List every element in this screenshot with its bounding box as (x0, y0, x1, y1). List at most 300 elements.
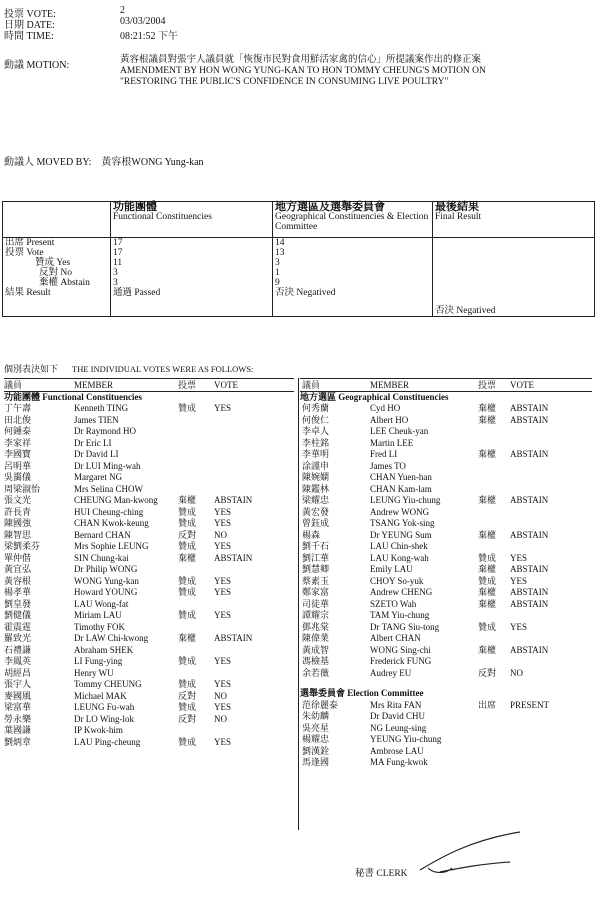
vote-zh: 棄權 (178, 495, 197, 505)
vote-zh: 贊成 (178, 679, 197, 689)
vote-zh: 贊成 (178, 610, 197, 620)
member-name-zh: 劉千石 (302, 541, 330, 551)
vote-en: YES (214, 610, 232, 620)
final-header-en: Final Result (435, 212, 482, 222)
member-row (4, 622, 294, 634)
header-member-en: MEMBER (370, 380, 410, 390)
member-row (300, 564, 592, 576)
member-name-en: TSANG Yok-sing (370, 518, 435, 528)
member-name-en: Mrs Sophie LEUNG (74, 541, 149, 551)
header-member-zh: 議員 (302, 380, 321, 390)
fc-no: 3 (113, 268, 118, 278)
member-name-en: Albert HO (370, 414, 409, 425)
vote-zh: 贊成 (478, 552, 497, 563)
member-name-en: WONG Sing-chi (370, 644, 431, 655)
member-row (4, 645, 294, 657)
member-name-zh: 何秀蘭 (302, 403, 330, 413)
member-row (4, 725, 294, 737)
member-row (4, 610, 294, 622)
member-name-en: Mrs Rita FAN (370, 699, 422, 710)
vote-en: ABSTAIN (510, 449, 549, 459)
member-name-en: Andrew CHENG (370, 587, 433, 597)
header-vote-en: VOTE (214, 380, 238, 390)
vote-en: YES (510, 575, 528, 586)
functional-rows (4, 403, 294, 748)
member-name-en: Dr LAW Chi-kwong (74, 633, 149, 643)
motion-label: 動議 MOTION: (4, 60, 70, 71)
member-name-en: Timothy FOK (74, 621, 125, 632)
member-name-en: Dr TANG Siu-tong (370, 621, 440, 632)
member-name-zh: 丁午壽 (4, 403, 32, 413)
member-row (4, 461, 294, 473)
member-name-zh: 羅致光 (4, 633, 32, 643)
member-name-en: CHAN Kwok-keung (74, 518, 149, 528)
member-row (4, 438, 294, 450)
header-vote-en: VOTE (510, 380, 534, 390)
member-name-zh: 劉漢銓 (302, 745, 330, 756)
member-row (300, 415, 592, 427)
member-name-en: SZETO Wah (370, 598, 417, 609)
member-name-zh: 馬逢國 (302, 757, 330, 767)
member-name-zh: 單仲偕 (4, 552, 32, 563)
member-name-en: CHOY So-yuk (370, 575, 424, 586)
left-top-rule (4, 378, 294, 379)
member-name-zh: 劉慧卿 (302, 564, 330, 574)
member-name-en: Ambrose LAU (370, 745, 424, 756)
member-row (4, 449, 294, 461)
member-name-en: Dr YEUNG Sum (370, 529, 432, 540)
row-result-label: 結果 Result (5, 288, 51, 298)
vote-zh: 反對 (178, 529, 197, 540)
functional-votes-list (4, 380, 294, 748)
vote-en: NO (214, 713, 227, 724)
vote-en: YES (510, 621, 528, 632)
gc-vote: 13 (275, 248, 285, 258)
member-name-en: CHAN Yuen-han (370, 472, 432, 482)
member-name-en: Tommy CHEUNG (74, 679, 142, 689)
member-name-en: NG Leung-sing (370, 722, 427, 733)
member-name-zh: 吳亮星 (302, 722, 330, 733)
member-name-en: Dr David CHU (370, 711, 425, 721)
member-name-zh: 朱幼麟 (302, 711, 330, 721)
vote-zh: 反對 (178, 713, 197, 724)
member-row (300, 472, 592, 484)
member-row (4, 702, 294, 714)
member-name-zh: 范徐麗泰 (302, 699, 339, 710)
member-name-en: LAU Ping-cheung (74, 736, 141, 747)
member-name-zh: 陳偉業 (302, 633, 330, 643)
vote-zh: 贊成 (178, 702, 197, 712)
member-name-zh: 楊耀忠 (302, 734, 330, 744)
header-member-zh: 議員 (4, 380, 23, 390)
member-name-en: MA Fung-kwok (370, 757, 428, 767)
member-name-zh: 梁富華 (4, 702, 32, 712)
member-name-en: Frederick FUNG (370, 656, 432, 666)
vote-zh: 棄權 (478, 598, 497, 609)
vote-en: NO (510, 667, 523, 678)
row-present-label: 出席 Present (5, 238, 55, 248)
member-name-en: LEUNG Fu-wah (74, 702, 135, 712)
member-name-en: Dr David LI (74, 449, 119, 459)
member-name-zh: 余若薇 (302, 667, 330, 678)
row-vote-label: 投票 Vote (5, 248, 44, 258)
member-name-en: Abraham SHEK (74, 644, 134, 655)
vote-zh: 贊成 (178, 518, 197, 528)
column-divider (298, 378, 299, 830)
vote-zh: 棄權 (478, 403, 497, 413)
header-vote-zh: 投票 (178, 380, 197, 390)
member-row (300, 530, 592, 542)
vote-en: NO (214, 529, 227, 540)
member-name-en: Dr Raymond HO (74, 426, 136, 436)
member-name-zh: 李卓人 (302, 426, 330, 436)
gc-header-en: Geographical Constituencies & Election Committee (275, 212, 429, 232)
member-name-zh: 劉健儀 (4, 610, 32, 620)
time-value: 08:21:52 下午 (120, 31, 179, 42)
member-row (300, 426, 592, 438)
member-name-zh: 何鍾泰 (4, 426, 32, 436)
header-member-en: MEMBER (74, 380, 114, 390)
vote-zh: 棄權 (178, 552, 197, 563)
summary-final-values (433, 238, 595, 317)
member-name-zh: 周梁淑怡 (4, 483, 41, 494)
member-row (300, 587, 592, 599)
member-row (4, 714, 294, 726)
clerk-label: 秘書 CLERK (355, 869, 408, 879)
member-row (300, 507, 592, 519)
member-name-zh: 劉皇發 (4, 598, 32, 609)
vote-en: ABSTAIN (214, 495, 253, 505)
member-name-en: Emily LAU (370, 564, 413, 574)
member-name-zh: 陳智思 (4, 529, 32, 540)
member-name-en: Andrew WONG (370, 506, 430, 517)
member-name-en: Audrey EU (370, 667, 412, 678)
member-name-zh: 勞永樂 (4, 713, 32, 724)
vote-en: YES (214, 587, 232, 597)
member-name-en: James TIEN (74, 414, 119, 425)
vote-zh: 贊成 (478, 575, 497, 586)
member-name-en: YEUNG Yiu-chung (370, 734, 442, 744)
motion-line-en-2: "RESTORING THE PUBLIC'S CONFIDENCE IN CONSUMING LIVE POULTRY" (120, 77, 449, 87)
member-name-en: Margaret NG (74, 472, 123, 482)
member-name-en: Howard YOUNG (74, 587, 138, 597)
member-row (300, 438, 592, 450)
summary-gc-values (273, 238, 433, 317)
member-name-en: LEUNG Yiu-chung (370, 495, 441, 505)
member-name-en: LAU Kong-wah (370, 552, 429, 563)
vote-en: ABSTAIN (510, 564, 549, 574)
gc-result: 否決 Negatived (275, 288, 336, 298)
member-name-zh: 田北俊 (4, 414, 32, 425)
member-name-zh: 譚耀宗 (302, 610, 330, 620)
member-name-zh: 鄧兆棠 (302, 621, 330, 632)
right-top-rule (300, 378, 592, 379)
vote-list-header (4, 380, 294, 392)
member-row (4, 507, 294, 519)
member-row (300, 553, 592, 565)
vote-en: YES (214, 575, 232, 586)
votes-title-zh: 個別表決如下 (4, 364, 59, 374)
gc-abstain: 9 (275, 278, 280, 288)
group-geographical: 地方選區 Geographical Constituencies (300, 391, 449, 402)
final-result: 否決 Negatived (435, 306, 496, 316)
vote-en: ABSTAIN (510, 529, 549, 540)
member-row (300, 541, 592, 553)
vote-zh: 贊成 (178, 403, 197, 413)
election-committee-rows (300, 700, 592, 769)
member-row (300, 633, 592, 645)
member-name-en: Fred LI (370, 449, 398, 459)
fc-result: 通過 Passed (113, 288, 161, 298)
vote-zh: 棄權 (478, 564, 497, 574)
member-name-zh: 黃容根 (4, 575, 32, 586)
vote-en: YES (214, 506, 232, 517)
vote-en: YES (214, 736, 232, 747)
header-vote-zh: 投票 (478, 380, 497, 390)
member-row (300, 461, 592, 473)
member-name-zh: 陳婉嫻 (302, 472, 330, 482)
vote-zh: 贊成 (178, 575, 197, 586)
vote-en: ABSTAIN (510, 403, 549, 413)
member-row (4, 403, 294, 415)
member-name-zh: 許長青 (4, 506, 32, 517)
vote-zh: 棄權 (478, 529, 497, 540)
row-yes-label: 贊成 Yes (35, 258, 71, 268)
member-name-zh: 馮檢基 (302, 656, 330, 666)
member-row (300, 576, 592, 588)
member-name-en: HUI Cheung-ching (74, 506, 144, 517)
member-name-zh: 曾鈺成 (302, 518, 330, 528)
member-name-en: Bernard CHAN (74, 529, 131, 540)
member-row (300, 599, 592, 611)
vote-en: ABSTAIN (510, 598, 549, 609)
summary-body-row (3, 238, 595, 317)
member-name-en: IP Kwok-him (74, 725, 123, 735)
member-row (300, 700, 592, 712)
vote-zh: 出席 (478, 699, 497, 710)
result-summary-table (2, 201, 595, 317)
vote-zh: 贊成 (178, 506, 197, 517)
summary-header-final (433, 202, 595, 238)
group-functional: 功能團體 Functional Constituencies (4, 391, 143, 402)
member-row (300, 610, 592, 622)
member-row (4, 633, 294, 645)
member-name-zh: 何俊仁 (302, 414, 330, 425)
member-name-en: Dr LUI Ming-wah (74, 460, 141, 471)
member-row (4, 484, 294, 496)
geographical-rows (300, 403, 592, 679)
vote-zh: 贊成 (178, 736, 197, 747)
member-name-en: Kenneth TING (74, 403, 129, 413)
date-label: 日期 DATE: (4, 20, 55, 31)
member-name-zh: 張文光 (4, 495, 32, 505)
motion-line-zh: 黃容根議員對張宇人議員就「恢復市民對食用鮮活家禽的信心」所提議案作出的修正案 (120, 55, 482, 65)
summary-fc-values (111, 238, 273, 317)
gc-yes: 3 (275, 258, 280, 268)
member-name-zh: 梁劉柔芬 (4, 541, 41, 551)
vote-en: NO (214, 690, 227, 701)
member-row (300, 757, 592, 769)
vote-en: YES (214, 656, 232, 666)
member-name-en: TAM Yiu-chung (370, 610, 430, 620)
moved-by-label: 動議人 MOVED BY: (4, 157, 92, 168)
member-name-en: James TO (370, 460, 406, 471)
vote-en: ABSTAIN (214, 552, 253, 563)
member-name-zh: 張宇人 (4, 679, 32, 689)
moved-by-value: 黃容根WONG Yung-kan (101, 157, 204, 168)
date-value: 03/03/2004 (120, 16, 166, 27)
vote-number-label: 投票 VOTE: (4, 9, 56, 20)
member-name-zh: 蔡素玉 (302, 575, 330, 586)
member-name-en: SIN Chung-kai (74, 552, 129, 563)
vote-en: ABSTAIN (214, 633, 253, 643)
member-name-en: Albert CHAN (370, 633, 421, 643)
moved-by (4, 153, 204, 168)
summary-corner (3, 202, 111, 238)
vote-en: YES (214, 679, 232, 689)
vote-zh: 棄權 (178, 633, 197, 643)
member-name-en: LAU Wong-fat (74, 598, 129, 609)
member-row (300, 711, 592, 723)
member-name-zh: 黃宏發 (302, 506, 330, 517)
summary-row-labels (3, 238, 111, 317)
member-name-zh: 吳靄儀 (4, 472, 32, 482)
member-row (300, 668, 592, 680)
member-name-zh: 李華明 (302, 449, 330, 459)
group-gap (300, 679, 592, 688)
member-row (4, 679, 294, 691)
member-row (300, 484, 592, 496)
member-name-zh: 楊森 (302, 529, 321, 540)
vote-en: PRESENT (510, 699, 550, 710)
member-row (4, 656, 294, 668)
member-row (4, 541, 294, 553)
fc-header-zh: 功能團體 (113, 201, 157, 213)
summary-header-row (3, 202, 595, 238)
member-name-zh: 李鳳英 (4, 656, 32, 666)
vote-en: ABSTAIN (510, 587, 549, 597)
vote-en: YES (510, 552, 528, 563)
vote-en: ABSTAIN (510, 644, 549, 655)
vote-zh: 贊成 (478, 621, 497, 632)
gc-no: 1 (275, 268, 280, 278)
gc-header-zh: 地方選區及選舉委員會 (275, 201, 385, 213)
vote-en: YES (214, 403, 232, 413)
member-name-en: Mrs Selina CHOW (74, 483, 143, 494)
member-row (4, 426, 294, 438)
member-row (300, 403, 592, 415)
vote-zh: 棄權 (478, 449, 497, 459)
vote-zh: 反對 (178, 690, 197, 701)
vote-zh: 棄權 (478, 644, 497, 655)
member-name-zh: 陳鑑林 (302, 483, 330, 494)
member-name-zh: 司徒華 (302, 598, 330, 609)
member-name-en: CHEUNG Man-kwong (74, 495, 158, 505)
member-name-en: Dr LO Wing-lok (74, 713, 134, 724)
member-name-en: LI Fung-ying (74, 656, 123, 666)
time-label: 時間 TIME: (4, 31, 54, 42)
vote-zh: 棄權 (478, 495, 497, 505)
fc-yes: 11 (113, 258, 123, 268)
fc-header-en: Functional Constituencies (113, 212, 212, 222)
member-name-en: LEE Cheuk-yan (370, 426, 429, 436)
member-name-en: Miriam LAU (74, 610, 122, 620)
member-name-zh: 葉國謙 (4, 725, 32, 735)
member-row (300, 495, 592, 507)
member-row (300, 449, 592, 461)
geographical-votes-list (300, 380, 592, 769)
vote-en: YES (214, 702, 232, 712)
member-name-zh: 石禮謙 (4, 644, 32, 655)
member-row (300, 734, 592, 746)
row-no-label: 反對 No (39, 268, 72, 278)
vote-zh: 贊成 (178, 587, 197, 597)
member-row (4, 668, 294, 680)
member-name-en: Dr Eric LI (74, 437, 112, 448)
vote-en: ABSTAIN (510, 495, 549, 505)
row-abstain-label: 棄權 Abstain (39, 278, 90, 288)
member-row (4, 518, 294, 530)
member-row (4, 530, 294, 542)
group-election-committee: 選舉委員會 Election Committee (300, 688, 424, 698)
member-name-en: Dr Philip WONG (74, 564, 138, 574)
member-name-zh: 李國寶 (4, 449, 32, 459)
member-name-zh: 李柱銘 (302, 437, 330, 448)
fc-vote: 17 (113, 248, 123, 258)
member-row (4, 553, 294, 565)
member-row (4, 415, 294, 427)
member-name-zh: 霍震霆 (4, 621, 32, 632)
member-name-zh: 鄭家富 (302, 587, 330, 597)
vote-list-header (300, 380, 592, 392)
vote-zh: 反對 (478, 667, 497, 678)
member-name-en: Michael MAK (74, 690, 127, 701)
vote-zh: 贊成 (178, 656, 197, 666)
member-name-zh: 涂謹申 (302, 460, 330, 471)
member-name-en: CHAN Kam-lam (370, 483, 432, 494)
member-name-zh: 劉炳章 (4, 736, 32, 747)
fc-present: 17 (113, 238, 123, 248)
vote-en: YES (214, 541, 232, 551)
motion-line-en-1: AMENDMENT BY HON WONG YUNG-KAN TO HON TOMMY CHEUNG'S MOTION ON (120, 66, 486, 76)
member-row (4, 472, 294, 484)
vote-zh: 棄權 (478, 587, 497, 597)
member-name-zh: 黃宜弘 (4, 564, 32, 574)
member-row (300, 645, 592, 657)
fc-abstain: 3 (113, 278, 118, 288)
member-name-en: Martin LEE (370, 437, 414, 448)
member-name-en: LAU Chin-shek (370, 541, 428, 551)
member-row (4, 495, 294, 507)
member-name-zh: 呂明華 (4, 460, 32, 471)
member-name-zh: 梁耀忠 (302, 495, 330, 505)
final-header-zh: 最後結果 (435, 201, 479, 213)
summary-header-gc (273, 202, 433, 238)
vote-zh: 棄權 (478, 414, 497, 425)
member-name-zh: 李家祥 (4, 437, 32, 448)
individual-votes-title (4, 362, 253, 375)
member-name-zh: 胡經昌 (4, 667, 32, 678)
gc-present: 14 (275, 238, 285, 248)
member-row (4, 576, 294, 588)
vote-number-value: 2 (120, 5, 125, 16)
member-name-zh: 麥國風 (4, 690, 32, 701)
motion-text (120, 55, 590, 88)
member-name-zh: 楊孝華 (4, 587, 32, 597)
member-row (4, 691, 294, 703)
member-row (4, 564, 294, 576)
member-row (4, 587, 294, 599)
